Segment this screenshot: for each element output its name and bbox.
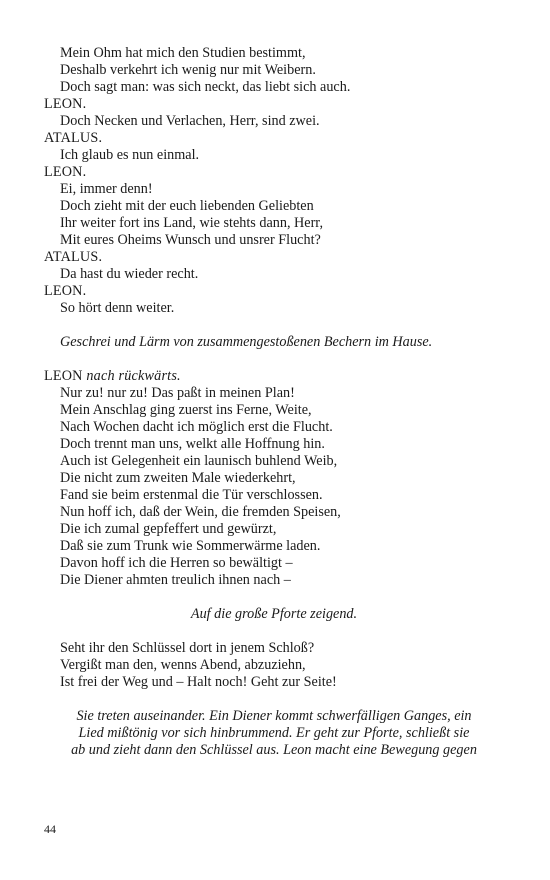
page-number: 44 bbox=[44, 822, 56, 836]
verse-line: Davon hoff ich die Herren so bewältigt – bbox=[60, 555, 293, 571]
verse-line: Ei, immer denn! bbox=[60, 181, 153, 197]
verse-line: Da hast du wieder recht. bbox=[60, 266, 199, 282]
verse-line: Seht ihr den Schlüssel dort in jenem Schloß? bbox=[60, 640, 315, 656]
speaker-name: LEON bbox=[44, 368, 83, 384]
verse-line: Vergißt man den, wenns Abend, abzuziehn, bbox=[60, 657, 306, 673]
speaker-direction: nach rückwärts. bbox=[86, 368, 181, 384]
play-text bbox=[44, 45, 504, 759]
verse-line: Mit eures Oheims Wunsch und unsrer Flucht? bbox=[60, 232, 321, 248]
verse-line: Mein Ohm hat mich den Studien bestimmt, bbox=[60, 45, 306, 61]
verse-line: Doch zieht mit der euch liebenden Geliebten bbox=[60, 198, 314, 214]
spacer bbox=[44, 589, 504, 606]
speaker-heading bbox=[44, 368, 504, 385]
stage-direction-line: ab und zieht dann den Schlüssel aus. Leon macht eine Bewegung gegen bbox=[71, 742, 477, 758]
stage-direction-line: Lied mißtönig vor sich hinbrummend. Er geht zur Pforte, schließt sie bbox=[78, 725, 470, 741]
verse-line: Daß sie zum Trunk wie Sommerwärme laden. bbox=[60, 538, 321, 554]
verse-line: Die Diener ahmten treulich ihnen nach – bbox=[60, 572, 291, 588]
speaker-name: ATALUS. bbox=[44, 130, 103, 146]
stage-direction-paragraph bbox=[44, 708, 504, 759]
dialogue-low bbox=[44, 640, 504, 691]
verse-line: Auch ist Gelegenheit ein launisch buhlend Weib, bbox=[60, 453, 338, 469]
verse-line: Die nicht zum zweiten Male wiederkehrt, bbox=[60, 470, 296, 486]
speaker-name: LEON. bbox=[44, 96, 87, 112]
verse-line: Ich glaub es nun einmal. bbox=[60, 147, 200, 163]
dialogue-mid bbox=[44, 385, 504, 589]
verse-line: Mein Anschlag ging zuerst ins Ferne, Weite, bbox=[60, 402, 312, 418]
verse-line: Doch Necken und Verlachen, Herr, sind zwei. bbox=[60, 113, 320, 129]
verse-line: Nun hoff ich, daß der Wein, die fremden Speisen, bbox=[60, 504, 341, 520]
verse-line: Nur zu! nur zu! Das paßt in meinen Plan! bbox=[60, 385, 295, 401]
verse-line: Die ich zumal gepfeffert und gewürzt, bbox=[60, 521, 277, 537]
spacer bbox=[44, 623, 504, 640]
stage-direction: Geschrei und Lärm von zusammengestoßenen Bechern im Hause. bbox=[60, 334, 433, 350]
speaker-name: ATALUS. bbox=[44, 249, 103, 265]
speaker-name: LEON. bbox=[44, 164, 87, 180]
verse-line: Nach Wochen dacht ich möglich erst die Flucht. bbox=[60, 419, 333, 435]
verse-line: Doch trennt man uns, welkt alle Hoffnung hin. bbox=[60, 436, 325, 452]
verse-line: So hört denn weiter. bbox=[60, 300, 175, 316]
stage-direction: Auf die große Pforte zeigend. bbox=[190, 606, 358, 622]
verse-line: Deshalb verkehrt ich wenig nur mit Weibern. bbox=[60, 62, 316, 78]
verse-line: Ist frei der Weg und – Halt noch! Geht zur Seite! bbox=[60, 674, 337, 690]
spacer bbox=[44, 351, 504, 368]
verse-line: Ihr weiter fort ins Land, wie stehts dann, Herr, bbox=[60, 215, 324, 231]
dialogue-top bbox=[44, 45, 504, 317]
spacer bbox=[44, 691, 504, 708]
speaker-name: LEON. bbox=[44, 283, 87, 299]
spacer bbox=[44, 317, 504, 334]
verse-line: Fand sie beim erstenmal die Tür verschlossen. bbox=[60, 487, 323, 503]
verse-line: Doch sagt man: was sich neckt, das liebt sich auch. bbox=[60, 79, 351, 95]
stage-direction-line: Sie treten auseinander. Ein Diener kommt schwerfälligen Ganges, ein bbox=[76, 708, 472, 724]
